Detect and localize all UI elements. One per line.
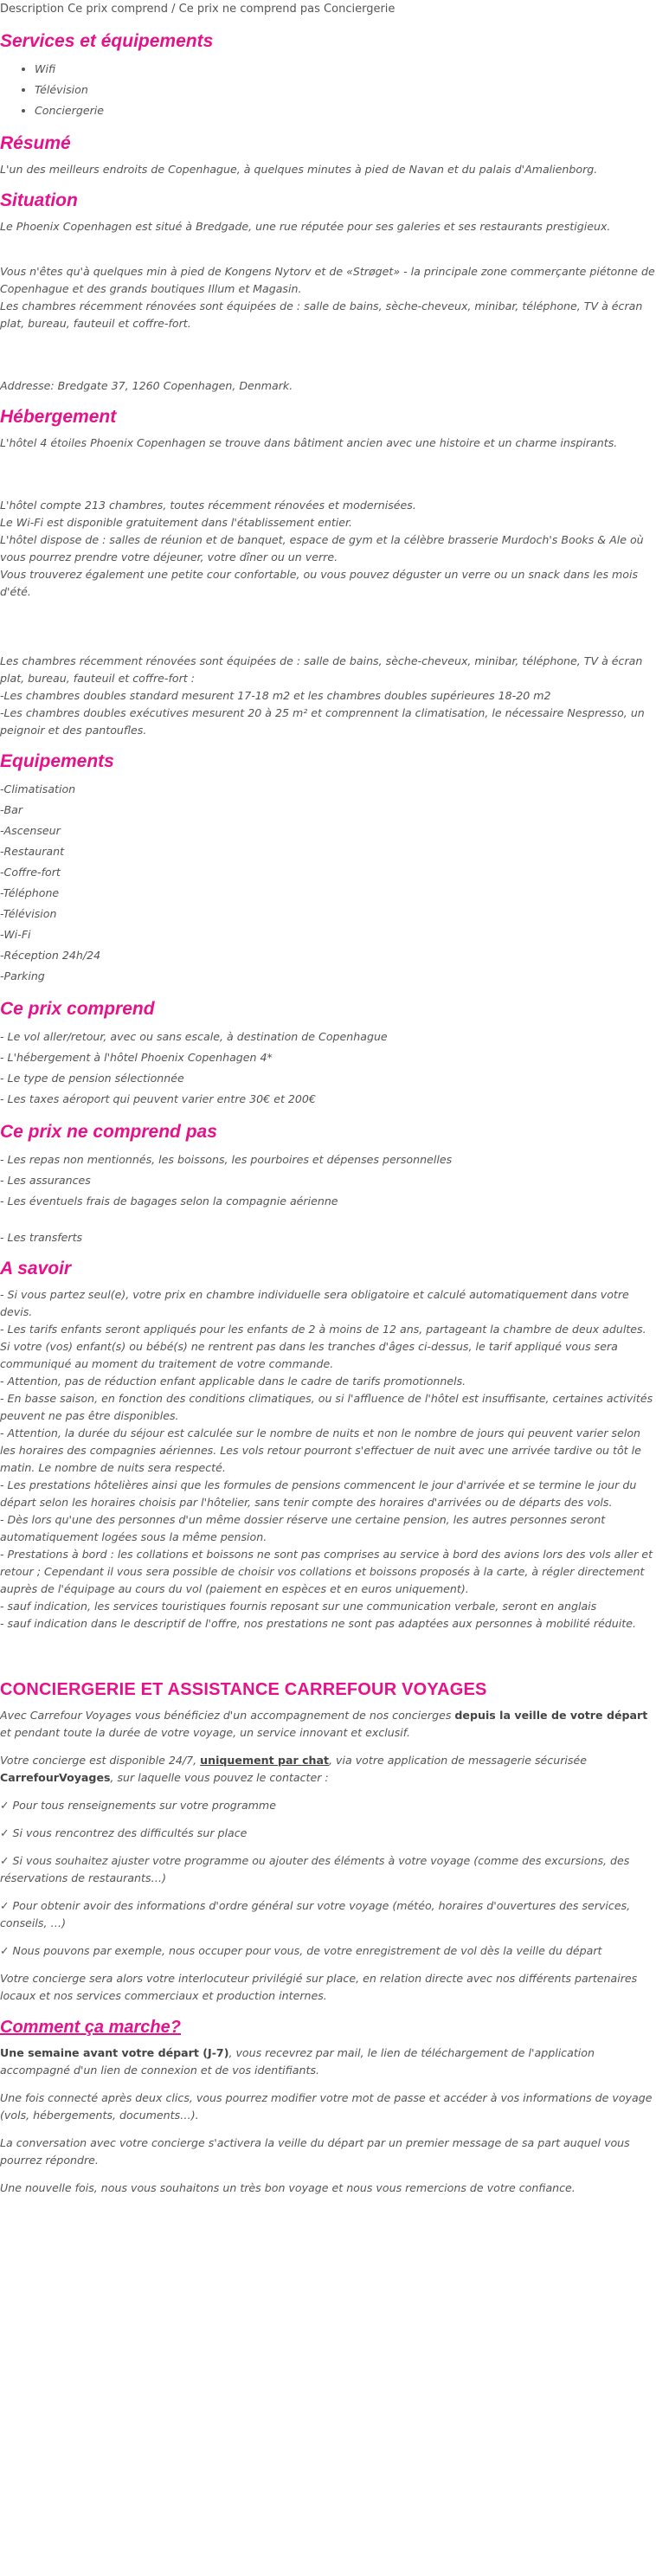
equipements-list: [0, 779, 656, 987]
list-item: -Climatisation: [0, 782, 76, 795]
list-item: -Réception 24h/24: [0, 949, 101, 962]
text: , sur laquelle vous pouvez le contacter :: [110, 1771, 329, 1784]
comment-title: Comment ça marche?: [0, 2018, 181, 2037]
comprend-list: [0, 1027, 656, 1110]
situation-p3: Les chambres récemment rénovées sont équipées de : salle de bains, sèche-cheveux, minibar, téléphone, TV à écran plat, bureau, fauteuil et coffre-fort.: [0, 299, 643, 330]
hebergement-block2: [0, 653, 656, 739]
text-line: - Prestations à bord : les collations et boissons ne sont pas comprises au service à bord des avions lors des vols aller et retour ; Cependant il vous sera possible de choisir vos collations et boissons proposés à la carte, à régler directement auprès de l'équipage au cours du vol (paiement en espèces et en euros uniquement).: [0, 1548, 653, 1595]
resume-title: Résumé: [0, 133, 71, 153]
text-line: L'hôtel dispose de : salles de réunion et de banquet, espace de gym et la célèbre brasserie Murdoch's Books & Ale où vous pourrez prendre votre déjeuner, votre dîner ou un verre.: [0, 533, 644, 564]
hebergement-block1: [0, 497, 656, 601]
services-title: Services et équipements: [0, 31, 214, 51]
text-line: - Les prestations hôtelières ainsi que les formules de pensions commencent le jour d'arrivée et se termine le jour du départ selon les horaires choisis par l'hôtelier, sans tenir compte des horaires d'arrivées ou de départs des vols.: [0, 1478, 637, 1509]
list-item: - Les taxes aéroport qui peuvent varier entre 30€ et 200€: [0, 1092, 316, 1105]
list-item: -Bar: [0, 803, 23, 816]
check-item: ✓ Pour obtenir avoir des informations d'ordre général sur votre voyage (météo, horaires d'ouvertures des services, conseils, …): [0, 1899, 631, 1929]
situation-p1: Le Phoenix Copenhagen est situé à Bredgade, une rue réputée pour ses galeries et ses restaurants prestigieux.: [0, 220, 611, 233]
list-item: -Télévision: [0, 907, 57, 920]
conciergerie-p3: Votre concierge sera alors votre interlocuteur privilégié sur place, en relation directe avec nos différents partenaires locaux et nos services commerciaux et production internes.: [0, 1972, 638, 2002]
list-item: -Wi-Fi: [0, 928, 31, 941]
a-savoir-block: [0, 1286, 656, 1633]
comprend-title: Ce prix comprend: [0, 999, 155, 1019]
equipements-title: Equipements: [0, 751, 114, 771]
list-item: -Parking: [0, 969, 45, 982]
conciergerie-p1: [0, 1707, 656, 1742]
text: et pendant toute la durée de votre voyage, un service innovant et exclusif.: [0, 1726, 410, 1739]
bold-text: depuis la veille de votre départ: [454, 1709, 648, 1722]
list-item: -Coffre-fort: [0, 866, 61, 879]
text-line: -Les chambres doubles standard mesurent 17-18 m2 et les chambres doubles supérieures 18-20 m2: [0, 689, 551, 702]
text: , via votre application de messagerie sécurisée: [329, 1754, 587, 1767]
services-list: [0, 59, 656, 121]
list-item: - Les éventuels frais de bagages selon la compagnie aérienne: [0, 1195, 338, 1208]
comment-p3: La conversation avec votre concierge s'activera la veille du départ par un premier message de sa part auquel vous pourrez répondre.: [0, 2136, 630, 2167]
situation-p2: Vous n'êtes qu'à quelques min à pied de Kongens Nytorv et de «Strøget» - la principale zone commerçante piétonne de Copenhague et des grands boutiques Illum et Magasin.: [0, 265, 655, 295]
bold-text: CarrefourVoyages: [0, 1771, 111, 1784]
hebergement-title: Hébergement: [0, 407, 117, 427]
bold-text: Une semaine avant votre départ (J-7): [0, 2046, 229, 2059]
text-line: Vous trouverez également une petite cour confortable, ou vous pouvez déguster un verre ou un snack dans les mois d'été.: [0, 568, 639, 598]
list-item: • Conciergerie: [35, 100, 656, 121]
text-line: - Attention, pas de réduction enfant applicable dans le cadre de tarifs promotionnels.: [0, 1375, 466, 1388]
text: Votre concierge est disponible 24/7,: [0, 1754, 201, 1767]
text-line: - Si vous partez seul(e), votre prix en chambre individuelle sera obligatoire et calculé automatiquement dans votre devis.: [0, 1288, 629, 1318]
situation-title: Situation: [0, 190, 78, 210]
text-line: - Dès lors qu'une des personnes d'un même dossier réserve une certaine pension, les autres personnes seront automatiquement logées sous la même pension.: [0, 1513, 606, 1543]
list-item: • Wifi: [35, 59, 656, 80]
bold-underlined-text: uniquement par chat: [200, 1754, 330, 1767]
breadcrumb: Description Ce prix comprend / Ce prix ne comprend pas Conciergerie: [0, 3, 396, 16]
text-line: L'hôtel compte 213 chambres, toutes récemment rénovées et modernisées.: [0, 499, 416, 512]
text-line: Les chambres récemment rénovées sont équipées de : salle de bains, sèche-cheveux, minibar, téléphone, TV à écran plat, bureau, fauteuil et coffre-fort :: [0, 654, 643, 685]
a-savoir-title: A savoir: [0, 1259, 72, 1278]
comment-p4: Une nouvelle fois, nous vous souhaitons un très bon voyage et nous vous remercions de votre confiance.: [0, 2181, 576, 2194]
resume-text: L'un des meilleurs endroits de Copenhague, à quelques minutes à pied de Navan et du palais d'Amalienborg.: [0, 163, 598, 176]
text: Avec Carrefour Voyages vous bénéficiez d'un accompagnement de nos concierges: [0, 1709, 455, 1722]
check-item: ✓ Si vous rencontrez des difficultés sur place: [0, 1826, 248, 1839]
list-item: -Ascenseur: [0, 824, 61, 837]
ne-comprend-list: [0, 1150, 656, 1212]
ne-comprend-title: Ce prix ne comprend pas: [0, 1122, 217, 1142]
text-line: - sauf indication dans le descriptif de l'offre, nos prestations ne sont pas adaptées aux personnes à mobilité réduite.: [0, 1617, 636, 1630]
list-item: • Télévision: [35, 80, 656, 100]
list-item: - Le type de pension sélectionnée: [0, 1072, 184, 1085]
conciergerie-title: CONCIERGERIE ET ASSISTANCE CARREFOUR VOYAGES: [0, 1680, 487, 1699]
text-line: -Les chambres doubles exécutives mesurent 20 à 25 m² et comprennent la climatisation, le nécessaire Nespresso, un peignoir et des pantoufles.: [0, 706, 645, 737]
check-item: ✓ Nous pouvons par exemple, nous occuper pour vous, de votre enregistrement de vol dès la veille du départ: [0, 1944, 602, 1957]
text: , vous recevrez par mail, le lien de téléchargement de l'application accompagné d'un lien de connexion et de vos identifiants.: [0, 2046, 595, 2077]
list-item: -Téléphone: [0, 886, 60, 899]
text-line: - En basse saison, en fonction des conditions climatiques, ou si l'affluence de l'hôtel est insuffisante, certaines activités peuvent ne pas être disponibles.: [0, 1392, 653, 1422]
list-item: - L'hébergement à l'hôtel Phoenix Copenhagen 4*: [0, 1051, 273, 1064]
check-item: ✓ Si vous souhaitez ajuster votre programme ou ajouter des éléments à votre voyage (comme des excursions, des réservations de restaurants…): [0, 1854, 630, 1884]
ne-comprend-extra: - Les transferts: [0, 1231, 83, 1244]
text-line: - Les tarifs enfants seront appliqués pour les enfants de 2 à moins de 12 ans, partageant la chambre de deux adultes. Si votre (vos) enfant(s) ou bébé(s) ne rentrent pas dans les tranches d'âges ci-dessus, le tarif appliqué vous sera communiqué au moment du traitement de votre commande.: [0, 1323, 646, 1370]
comment-p2: Une fois connecté après deux clics, vous pourrez modifier votre mot de passe et accéder à vos informations de voyage (vols, hébergements, documents…).: [0, 2091, 653, 2122]
list-item: -Restaurant: [0, 845, 65, 858]
hebergement-p1: L'hôtel 4 étoiles Phoenix Copenhagen se trouve dans bâtiment ancien avec une histoire et un charme inspirants.: [0, 436, 618, 449]
check-item: ✓ Pour tous renseignements sur votre programme: [0, 1799, 276, 1812]
list-item: - Le vol aller/retour, avec ou sans escale, à destination de Copenhague: [0, 1030, 388, 1043]
list-item: - Les repas non mentionnés, les boissons, les pourboires et dépenses personnelles: [0, 1153, 453, 1166]
situation-address: Addresse: Bredgate 37, 1260 Copenhagen, Denmark.: [0, 379, 293, 392]
text-line: Le Wi-Fi est disponible gratuitement dans l'établissement entier.: [0, 516, 353, 529]
text-line: - Attention, la durée du séjour est calculée sur le nombre de nuits et non le nombre de jours qui peuvent varier selon les horaires des compagnies aériennes. Les vols retour pourront s'effectuer de nuit avec une arrivée tardive ou tôt le matin. Le nombre de nuits sera respecté.: [0, 1426, 641, 1474]
conciergerie-p2: [0, 1752, 656, 1787]
text-line: - sauf indication, les services touristiques fournis reposant sur une communication verbale, seront en anglais: [0, 1600, 597, 1613]
comment-p1: [0, 2045, 656, 2079]
list-item: - Les assurances: [0, 1174, 91, 1187]
